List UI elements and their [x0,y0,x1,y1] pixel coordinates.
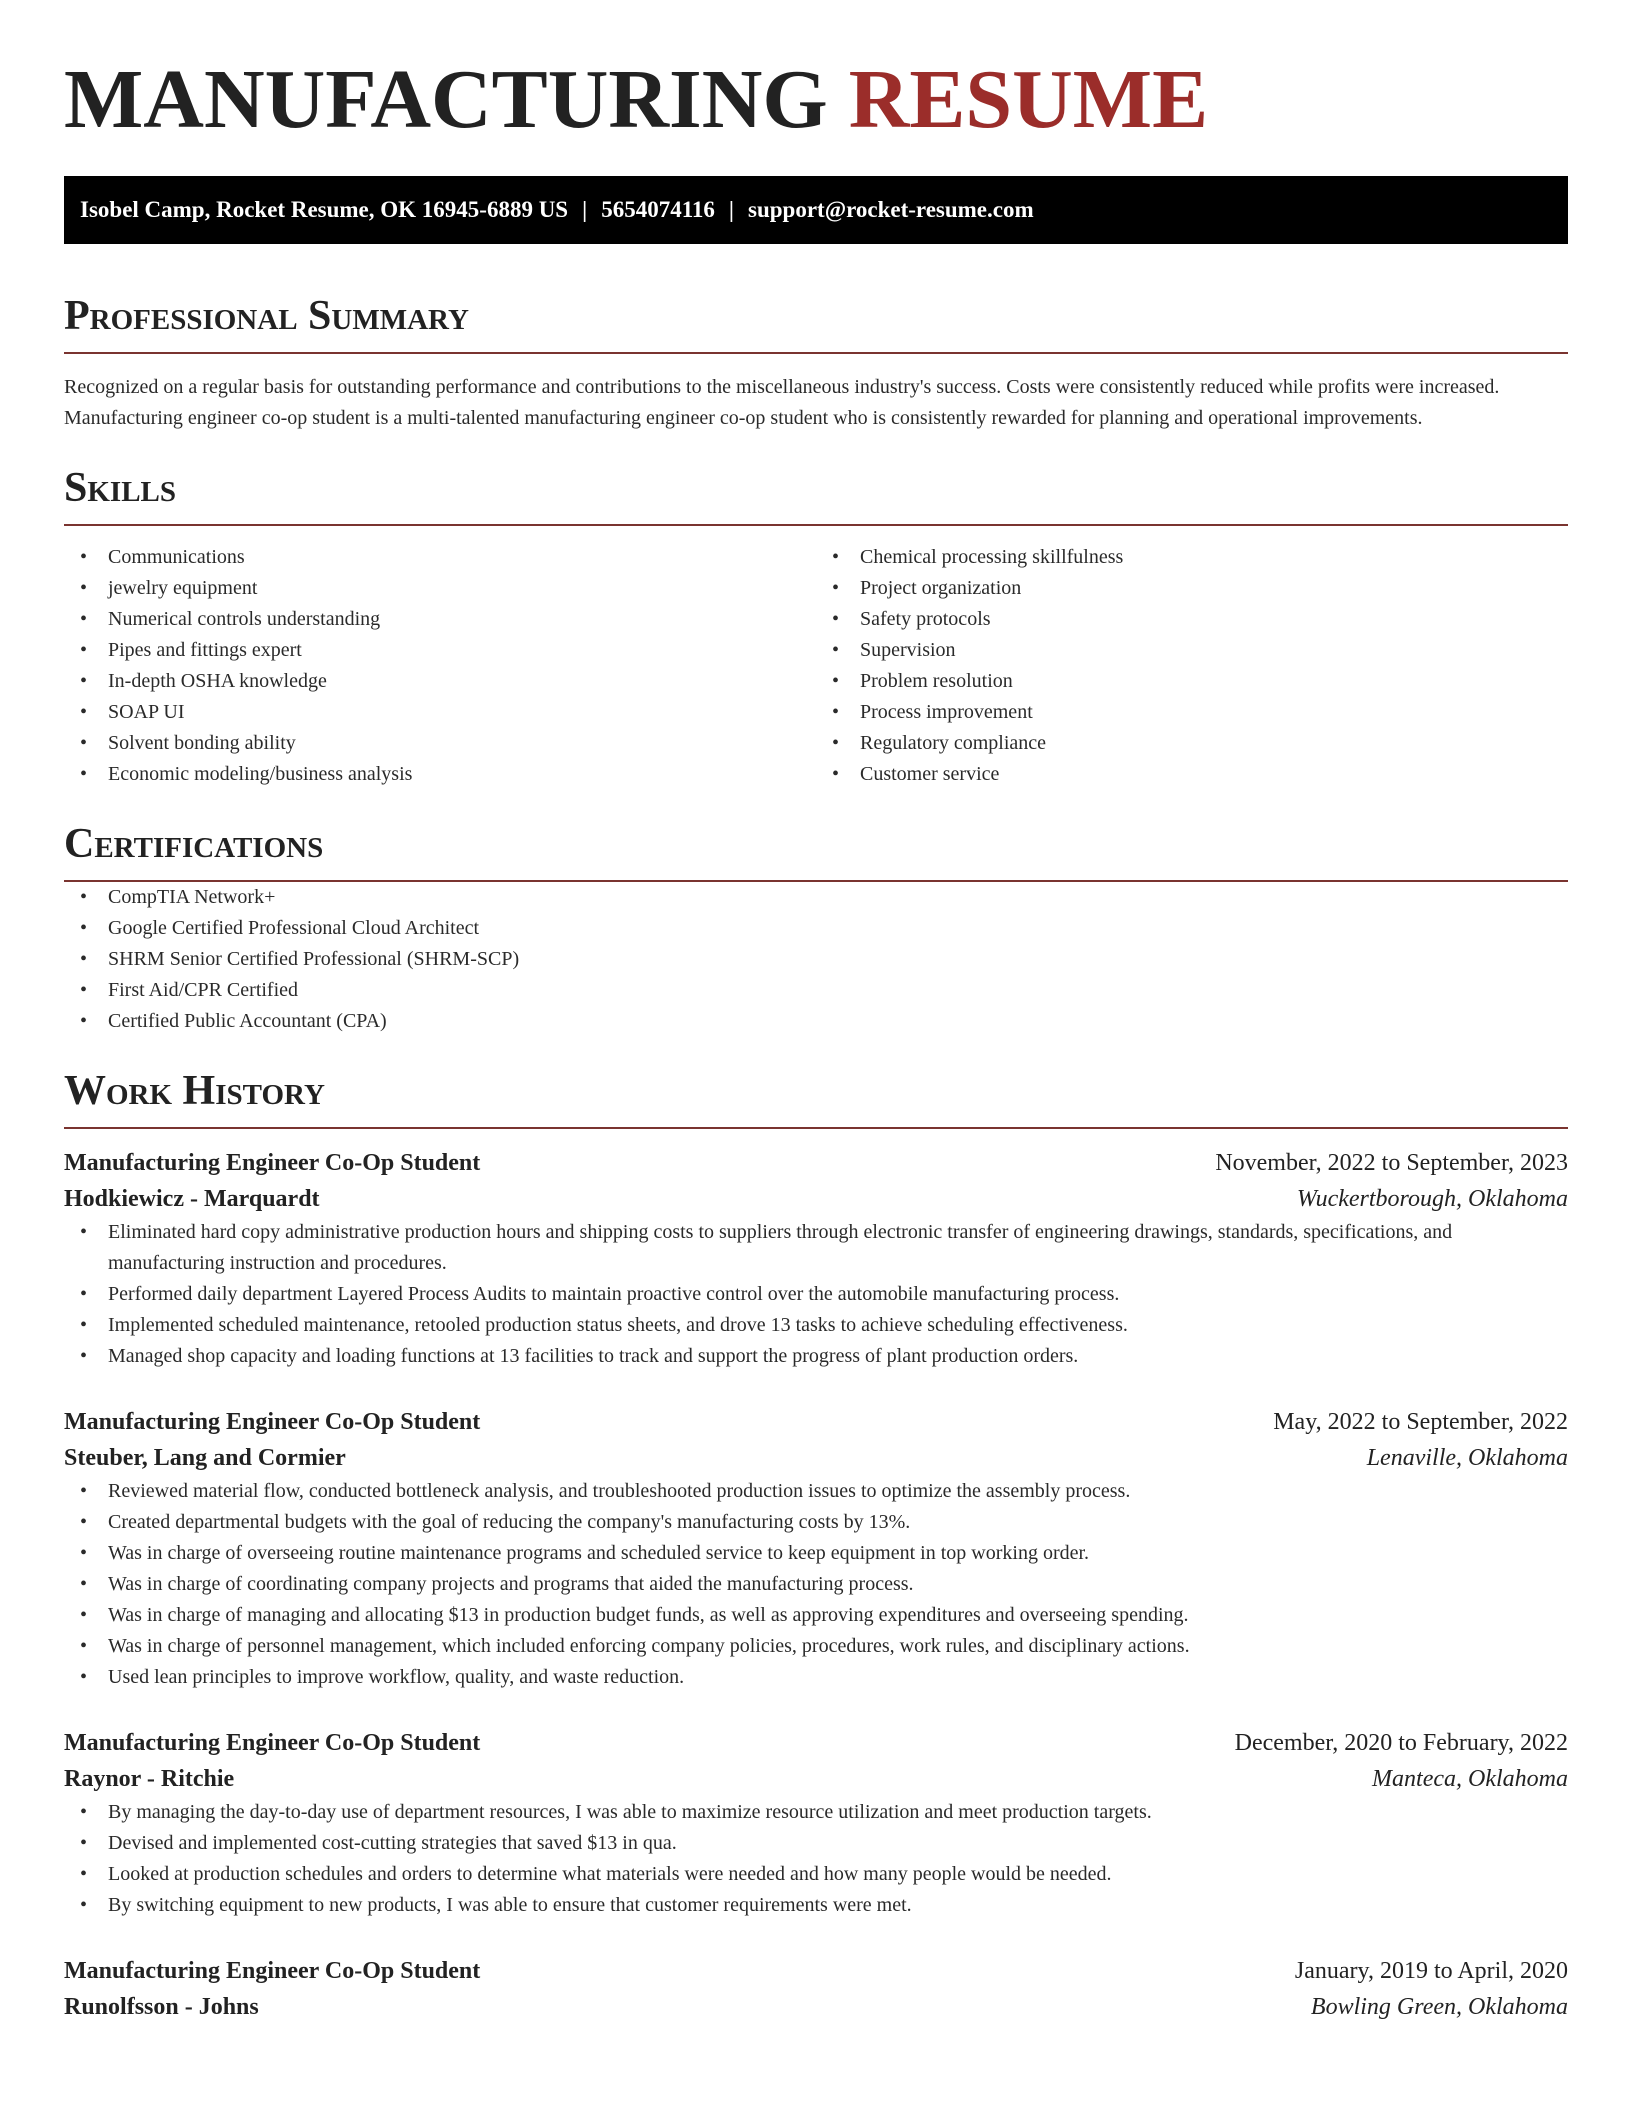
skills-column-left [64,542,816,790]
certifications-heading: Certifications [64,820,1568,882]
job-bullet: • Managed shop capacity and loading functions at 13 facilities to track and support the progress of plant production orders. [64,1341,1568,1372]
job-title: Manufacturing Engineer Co-Op Student [64,1958,481,1984]
certification-item: • SHRM Senior Certified Professional (SHRM-SCP) [64,944,1568,975]
certification-item: • First Aid/CPR Certified [64,975,1568,1006]
skill-item: • jewelry equipment [64,573,816,604]
skill-item: • Regulatory compliance [816,728,1568,759]
certifications-list [64,882,1568,1037]
certification-item: • Certified Public Accountant (CPA) [64,1006,1568,1037]
job-bullet: • Looked at production schedules and orders to determine what materials were needed and how many people would be needed. [64,1859,1568,1890]
job-company: Raynor - Ritchie [64,1766,235,1792]
job-location: Lenaville, Oklahoma [1366,1445,1568,1471]
job-bullet: • Was in charge of coordinating company projects and programs that aided the manufacturing process. [64,1569,1568,1600]
job-dates: January, 2019 to April, 2020 [1294,1958,1568,1984]
job-bullet: • Was in charge of personnel management, which included enforcing company policies, procedures, work rules, and disciplinary actions. [64,1631,1568,1662]
job-title: Manufacturing Engineer Co-Op Student [64,1150,481,1176]
title-accent: RESUME [848,53,1209,146]
job-dates: December, 2020 to February, 2022 [1234,1730,1568,1756]
contact-bar [64,176,1568,244]
skills-list-left [64,542,816,790]
skill-item: • Economic modeling/business analysis [64,759,816,790]
certifications-section [64,820,1568,1037]
job-title: Manufacturing Engineer Co-Op Student [64,1409,481,1435]
job-title: Manufacturing Engineer Co-Op Student [64,1730,481,1756]
job-bullet: • Implemented scheduled maintenance, retooled production status sheets, and drove 13 tasks to achieve scheduling effectiveness. [64,1310,1568,1341]
skills-columns [64,542,1568,790]
job-bullet: • Was in charge of managing and allocating $13 in production budget funds, as well as approving expenditures and overseeing spending. [64,1600,1568,1631]
job-company-row [64,1989,1568,2025]
contact-separator: | [728,197,734,222]
job-header-row [64,1953,1568,1989]
job-header-row [64,1404,1568,1440]
skill-item: • Numerical controls understanding [64,604,816,635]
skills-section [64,464,1568,790]
job-dates: November, 2022 to September, 2023 [1215,1150,1568,1176]
job-company: Runolfsson - Johns [64,1994,259,2020]
job-entry [64,1404,1568,1693]
skill-item: • SOAP UI [64,697,816,728]
skill-item: • Pipes and fittings expert [64,635,816,666]
work-history-heading: Work History [64,1067,1568,1129]
job-bullet: • Used lean principles to improve workflow, quality, and waste reduction. [64,1662,1568,1693]
skill-item: • In-depth OSHA knowledge [64,666,816,697]
contact-separator: | [582,197,588,222]
job-location: Manteca, Oklahoma [1372,1766,1568,1792]
skill-item: • Solvent bonding ability [64,728,816,759]
job-location: Bowling Green, Oklahoma [1310,1994,1568,2020]
job-company-row [64,1181,1568,1217]
job-company: Hodkiewicz - Marquardt [64,1186,320,1212]
job-bullet: • By switching equipment to new products, I was able to ensure that customer requirements were met. [64,1890,1568,1921]
certification-item: • CompTIA Network+ [64,882,1568,913]
job-bullet: • Created departmental budgets with the goal of reducing the company's manufacturing costs by 13%. [64,1507,1568,1538]
contact-address: Isobel Camp, Rocket Resume, OK 16945-6889 US [80,197,569,222]
skill-item: • Communications [64,542,816,573]
contact-phone: 5654074116 [601,197,715,222]
job-bullet: • Eliminated hard copy administrative production hours and shipping costs to suppliers through electronic transfer of engineering drawings, standards, specifications, and manufacturing instruction and procedures. [64,1217,1568,1279]
job-bullet-list [64,1217,1568,1372]
title-main: MANUFACTURING [64,53,828,146]
job-entry [64,1953,1568,2025]
job-header-row [64,1725,1568,1761]
skill-item: • Project organization [816,573,1568,604]
job-company: Steuber, Lang and Cormier [64,1445,346,1471]
job-bullet-list [64,1797,1568,1921]
job-bullet: • Was in charge of overseeing routine maintenance programs and scheduled service to keep equipment in top working order. [64,1538,1568,1569]
job-header-row [64,1145,1568,1181]
skill-item: • Problem resolution [816,666,1568,697]
job-bullet: • Reviewed material flow, conducted bottleneck analysis, and troubleshooted production issues to optimize the assembly process. [64,1476,1568,1507]
job-company-row [64,1761,1568,1797]
job-bullet: • Performed daily department Layered Process Audits to maintain proactive control over the automobile manufacturing process. [64,1279,1568,1310]
resume-title [64,0,1568,144]
contact-email: support@rocket-resume.com [748,197,1034,222]
skills-list-right [816,542,1568,790]
job-entry [64,1725,1568,1921]
skills-column-right [816,542,1568,790]
work-history-section [64,1067,1568,2025]
skill-item: • Chemical processing skillfulness [816,542,1568,573]
skill-item: • Process improvement [816,697,1568,728]
certification-item: • Google Certified Professional Cloud Architect [64,913,1568,944]
skill-item: • Safety protocols [816,604,1568,635]
skills-heading: Skills [64,464,1568,526]
job-bullet: • By managing the day-to-day use of department resources, I was able to maximize resource utilization and meet production targets. [64,1797,1568,1828]
job-bullet: • Devised and implemented cost-cutting strategies that saved $13 in qua. [64,1828,1568,1859]
job-company-row [64,1440,1568,1476]
summary-section [64,292,1568,434]
summary-heading: Professional Summary [64,292,1568,354]
summary-text: Recognized on a regular basis for outstanding performance and contributions to the miscellaneous industry's success. Costs were consistently reduced while profits were increased. Manufacturing engineer co-op student is a multi-talented manufacturing engineer co-op student who is consistently rewarded for planning and operational improvements. [64,376,1500,429]
job-bullet-list [64,1476,1568,1693]
job-location: Wuckertborough, Oklahoma [1296,1186,1568,1212]
skill-item: • Customer service [816,759,1568,790]
skill-item: • Supervision [816,635,1568,666]
job-dates: May, 2022 to September, 2022 [1273,1409,1568,1435]
job-entry [64,1145,1568,1372]
